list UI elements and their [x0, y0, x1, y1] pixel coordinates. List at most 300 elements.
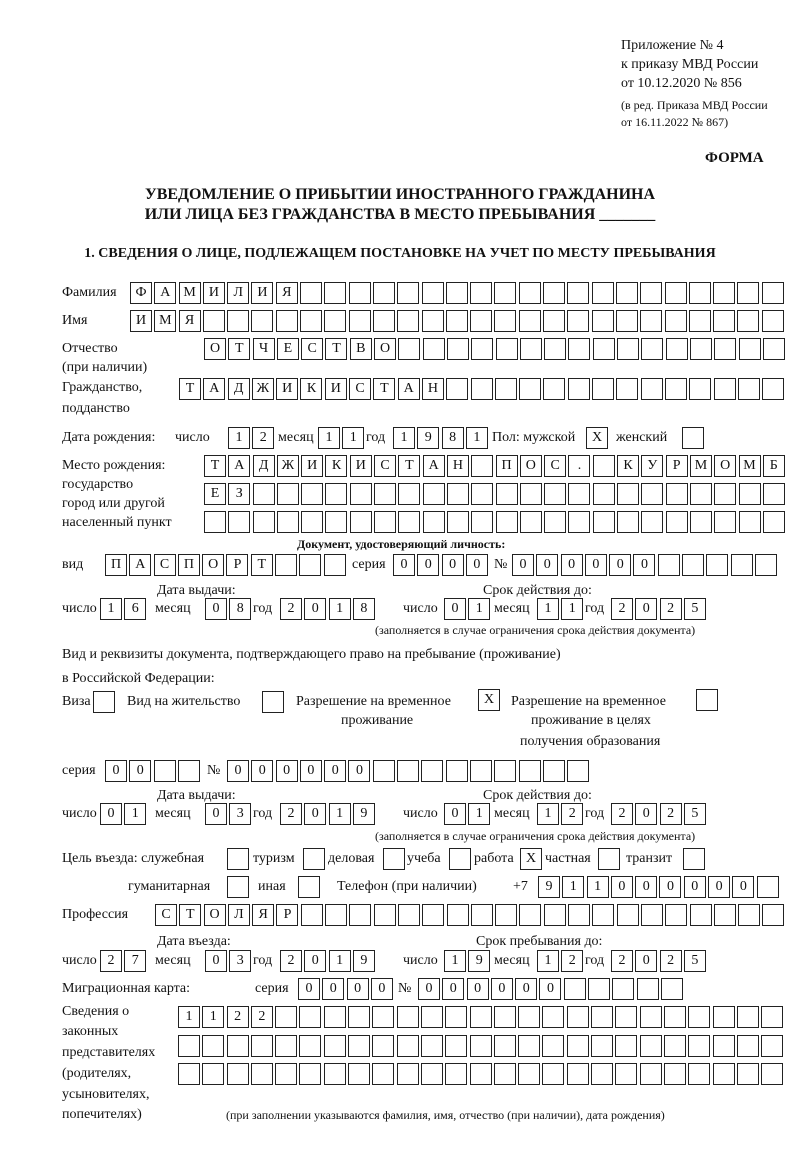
temp-residence-checkbox[interactable] [478, 689, 502, 711]
right-issue-year[interactable] [280, 803, 377, 825]
char-cell[interactable]: Т [373, 378, 395, 400]
char-cell[interactable] [593, 483, 615, 505]
char-cell[interactable] [737, 1063, 759, 1085]
char-cell[interactable] [738, 904, 760, 926]
char-cell[interactable]: 0 [611, 876, 633, 898]
char-cell[interactable] [349, 904, 371, 926]
char-cell[interactable]: К [300, 378, 322, 400]
char-cell[interactable] [615, 1006, 637, 1028]
char-cell[interactable] [446, 310, 468, 332]
char-cell[interactable] [564, 978, 586, 1000]
char-cell[interactable] [324, 310, 346, 332]
char-cell[interactable] [397, 310, 419, 332]
char-cell[interactable]: Т [228, 338, 250, 360]
char-cell[interactable]: 0 [100, 803, 122, 825]
char-cell[interactable] [737, 1035, 759, 1057]
char-cell[interactable] [325, 904, 347, 926]
char-cell[interactable]: 0 [491, 978, 513, 1000]
char-cell[interactable] [470, 1006, 492, 1028]
char-cell[interactable] [739, 338, 761, 360]
char-cell[interactable]: 1 [444, 950, 466, 972]
char-cell[interactable] [423, 511, 445, 533]
char-cell[interactable] [640, 310, 662, 332]
char-cell[interactable]: С [544, 455, 566, 477]
entry-day[interactable] [100, 950, 149, 972]
char-cell[interactable] [641, 378, 663, 400]
char-cell[interactable]: 0 [393, 554, 415, 576]
citizenship-field[interactable] [179, 378, 786, 400]
char-cell[interactable] [324, 282, 346, 304]
char-cell[interactable]: А [154, 282, 176, 304]
char-cell[interactable] [324, 1006, 346, 1028]
female-checkbox[interactable] [682, 427, 706, 449]
char-cell[interactable]: Е [204, 483, 226, 505]
char-cell[interactable] [762, 282, 784, 304]
char-cell[interactable]: 2 [611, 598, 633, 620]
char-cell[interactable] [617, 483, 639, 505]
char-cell[interactable] [640, 1063, 662, 1085]
char-cell[interactable]: 0 [512, 554, 534, 576]
char-cell[interactable] [398, 483, 420, 505]
char-cell[interactable] [349, 282, 371, 304]
char-cell[interactable] [519, 378, 541, 400]
char-cell[interactable] [714, 511, 736, 533]
char-cell[interactable] [494, 760, 516, 782]
stay-day[interactable] [444, 950, 493, 972]
char-cell[interactable] [543, 310, 565, 332]
char-cell[interactable]: С [349, 378, 371, 400]
char-cell[interactable] [591, 1035, 613, 1057]
char-cell[interactable]: Н [447, 455, 469, 477]
char-cell[interactable] [446, 378, 468, 400]
char-cell[interactable] [251, 1063, 273, 1085]
char-cell[interactable] [421, 1006, 443, 1028]
char-cell[interactable] [542, 1006, 564, 1028]
char-cell[interactable]: 0 [609, 554, 631, 576]
char-cell[interactable] [422, 310, 444, 332]
char-cell[interactable] [178, 1035, 200, 1057]
char-cell[interactable]: Т [325, 338, 347, 360]
char-cell[interactable] [251, 1035, 273, 1057]
char-cell[interactable] [397, 282, 419, 304]
patronymic-field[interactable] [204, 338, 787, 360]
char-cell[interactable] [761, 1063, 783, 1085]
char-cell[interactable]: 0 [467, 978, 489, 1000]
char-cell[interactable] [299, 554, 321, 576]
char-cell[interactable] [397, 1063, 419, 1085]
char-cell[interactable] [666, 483, 688, 505]
char-cell[interactable]: 1 [537, 950, 559, 972]
char-cell[interactable] [762, 904, 784, 926]
char-cell[interactable] [519, 904, 541, 926]
char-cell[interactable]: 0 [466, 554, 488, 576]
char-cell[interactable] [301, 483, 323, 505]
doc-valid-month[interactable] [537, 598, 586, 620]
char-cell[interactable] [373, 760, 395, 782]
char-cell[interactable]: 2 [100, 950, 122, 972]
char-cell[interactable] [445, 1063, 467, 1085]
char-cell[interactable] [592, 904, 614, 926]
right-valid-month[interactable] [537, 803, 586, 825]
char-cell[interactable]: 0 [324, 760, 346, 782]
char-cell[interactable] [713, 310, 735, 332]
char-cell[interactable] [471, 338, 493, 360]
char-cell[interactable] [227, 310, 249, 332]
char-cell[interactable] [494, 1063, 516, 1085]
char-cell[interactable] [445, 1035, 467, 1057]
purpose-transit-checkbox[interactable] [683, 848, 707, 870]
right-issue-day[interactable] [100, 803, 149, 825]
char-cell[interactable]: 2 [561, 950, 583, 972]
char-cell[interactable] [690, 338, 712, 360]
char-cell[interactable] [731, 554, 753, 576]
char-cell[interactable] [592, 378, 614, 400]
char-cell[interactable] [324, 1063, 346, 1085]
char-cell[interactable] [762, 378, 784, 400]
char-cell[interactable] [737, 1006, 759, 1028]
char-cell[interactable]: Л [227, 282, 249, 304]
char-cell[interactable] [324, 554, 346, 576]
char-cell[interactable] [688, 1006, 710, 1028]
char-cell[interactable]: 0 [444, 803, 466, 825]
char-cell[interactable] [93, 691, 115, 713]
char-cell[interactable] [301, 904, 323, 926]
purpose-private-checkbox[interactable] [598, 848, 622, 870]
char-cell[interactable]: 0 [539, 978, 561, 1000]
char-cell[interactable] [277, 483, 299, 505]
char-cell[interactable]: Н [422, 378, 444, 400]
char-cell[interactable] [567, 1035, 589, 1057]
char-cell[interactable]: 1 [100, 598, 122, 620]
birth-day-field[interactable] [228, 427, 277, 449]
char-cell[interactable]: Б [763, 455, 785, 477]
char-cell[interactable] [567, 310, 589, 332]
char-cell[interactable]: 0 [442, 978, 464, 1000]
char-cell[interactable] [299, 1006, 321, 1028]
char-cell[interactable]: 1 [329, 950, 351, 972]
char-cell[interactable]: О [520, 455, 542, 477]
char-cell[interactable]: 0 [515, 978, 537, 1000]
char-cell[interactable]: X [520, 848, 542, 870]
char-cell[interactable] [301, 511, 323, 533]
char-cell[interactable] [568, 338, 590, 360]
char-cell[interactable]: 0 [205, 950, 227, 972]
char-cell[interactable]: 0 [105, 760, 127, 782]
char-cell[interactable] [178, 760, 200, 782]
char-cell[interactable]: Т [398, 455, 420, 477]
stay-year[interactable] [611, 950, 708, 972]
char-cell[interactable] [617, 904, 639, 926]
birthplace-field-2[interactable] [204, 483, 787, 505]
char-cell[interactable]: И [276, 378, 298, 400]
char-cell[interactable] [495, 904, 517, 926]
char-cell[interactable] [300, 282, 322, 304]
purpose-humanitarian-checkbox[interactable] [227, 876, 251, 898]
right-number-field[interactable] [227, 760, 591, 782]
char-cell[interactable]: А [203, 378, 225, 400]
char-cell[interactable] [471, 455, 493, 477]
entry-month[interactable] [205, 950, 254, 972]
char-cell[interactable] [616, 310, 638, 332]
char-cell[interactable]: А [129, 554, 151, 576]
char-cell[interactable] [615, 1063, 637, 1085]
char-cell[interactable]: Т [204, 455, 226, 477]
doc-valid-day[interactable] [444, 598, 493, 620]
char-cell[interactable] [446, 282, 468, 304]
char-cell[interactable] [543, 282, 565, 304]
char-cell[interactable] [568, 378, 590, 400]
char-cell[interactable] [665, 904, 687, 926]
char-cell[interactable]: 2 [227, 1006, 249, 1028]
char-cell[interactable]: 0 [635, 950, 657, 972]
char-cell[interactable]: П [496, 455, 518, 477]
char-cell[interactable]: Р [276, 904, 298, 926]
char-cell[interactable] [349, 310, 371, 332]
char-cell[interactable]: 1 [393, 427, 415, 449]
char-cell[interactable] [398, 338, 420, 360]
stay-month[interactable] [537, 950, 586, 972]
char-cell[interactable]: 1 [342, 427, 364, 449]
char-cell[interactable] [519, 310, 541, 332]
char-cell[interactable] [757, 876, 779, 898]
doc-issue-year[interactable] [280, 598, 377, 620]
char-cell[interactable]: 8 [353, 598, 375, 620]
char-cell[interactable]: 0 [708, 876, 730, 898]
char-cell[interactable]: Л [228, 904, 250, 926]
char-cell[interactable] [593, 511, 615, 533]
char-cell[interactable] [665, 282, 687, 304]
char-cell[interactable] [471, 511, 493, 533]
char-cell[interactable] [275, 1063, 297, 1085]
char-cell[interactable] [275, 1006, 297, 1028]
char-cell[interactable] [689, 310, 711, 332]
char-cell[interactable] [447, 511, 469, 533]
purpose-business-checkbox[interactable] [383, 848, 407, 870]
purpose-study-checkbox[interactable] [449, 848, 473, 870]
char-cell[interactable]: 1 [329, 598, 351, 620]
char-cell[interactable] [421, 760, 443, 782]
char-cell[interactable] [568, 511, 590, 533]
char-cell[interactable] [421, 1063, 443, 1085]
char-cell[interactable] [397, 760, 419, 782]
char-cell[interactable]: 0 [417, 554, 439, 576]
char-cell[interactable] [397, 1035, 419, 1057]
char-cell[interactable] [447, 904, 469, 926]
char-cell[interactable]: 5 [684, 598, 706, 620]
char-cell[interactable] [398, 904, 420, 926]
char-cell[interactable]: 0 [659, 876, 681, 898]
char-cell[interactable]: 0 [442, 554, 464, 576]
char-cell[interactable]: П [105, 554, 127, 576]
char-cell[interactable]: Р [666, 455, 688, 477]
char-cell[interactable] [348, 1063, 370, 1085]
char-cell[interactable]: 0 [536, 554, 558, 576]
char-cell[interactable] [227, 1035, 249, 1057]
char-cell[interactable] [543, 378, 565, 400]
doc-valid-year[interactable] [611, 598, 708, 620]
char-cell[interactable] [616, 378, 638, 400]
char-cell[interactable]: 1 [468, 803, 490, 825]
char-cell[interactable]: В [350, 338, 372, 360]
char-cell[interactable] [374, 483, 396, 505]
char-cell[interactable]: З [228, 483, 250, 505]
char-cell[interactable] [374, 511, 396, 533]
reps-field-1[interactable] [178, 1006, 785, 1028]
char-cell[interactable]: Е [277, 338, 299, 360]
char-cell[interactable]: П [178, 554, 200, 576]
char-cell[interactable]: 1 [562, 876, 584, 898]
char-cell[interactable] [299, 1063, 321, 1085]
char-cell[interactable] [713, 1063, 735, 1085]
char-cell[interactable] [544, 904, 566, 926]
char-cell[interactable] [470, 310, 492, 332]
purpose-tourism-checkbox[interactable] [303, 848, 327, 870]
char-cell[interactable]: С [374, 455, 396, 477]
char-cell[interactable] [664, 1006, 686, 1028]
char-cell[interactable] [696, 689, 718, 711]
char-cell[interactable] [658, 554, 680, 576]
char-cell[interactable] [227, 876, 249, 898]
char-cell[interactable] [520, 511, 542, 533]
reps-field-3[interactable] [178, 1063, 785, 1085]
char-cell[interactable] [350, 483, 372, 505]
char-cell[interactable]: Я [276, 282, 298, 304]
char-cell[interactable] [422, 904, 444, 926]
char-cell[interactable] [299, 1035, 321, 1057]
char-cell[interactable] [300, 310, 322, 332]
char-cell[interactable]: А [398, 378, 420, 400]
char-cell[interactable]: 0 [276, 760, 298, 782]
char-cell[interactable] [348, 1035, 370, 1057]
entry-year[interactable] [280, 950, 377, 972]
char-cell[interactable]: 9 [538, 876, 560, 898]
char-cell[interactable] [470, 1035, 492, 1057]
char-cell[interactable]: X [586, 427, 608, 449]
char-cell[interactable] [374, 904, 396, 926]
char-cell[interactable]: 0 [684, 876, 706, 898]
char-cell[interactable] [755, 554, 777, 576]
char-cell[interactable] [763, 511, 785, 533]
char-cell[interactable] [737, 282, 759, 304]
char-cell[interactable]: С [301, 338, 323, 360]
profession-field[interactable] [155, 904, 787, 926]
char-cell[interactable] [567, 1006, 589, 1028]
char-cell[interactable]: И [130, 310, 152, 332]
char-cell[interactable]: 0 [635, 876, 657, 898]
char-cell[interactable]: Т [251, 554, 273, 576]
char-cell[interactable] [763, 483, 785, 505]
char-cell[interactable] [665, 378, 687, 400]
char-cell[interactable]: М [179, 282, 201, 304]
char-cell[interactable]: Я [179, 310, 201, 332]
char-cell[interactable] [591, 1063, 613, 1085]
char-cell[interactable]: 0 [205, 803, 227, 825]
birthplace-field-1[interactable] [204, 455, 787, 477]
birthplace-field-3[interactable] [204, 511, 787, 533]
char-cell[interactable] [542, 1063, 564, 1085]
char-cell[interactable] [203, 310, 225, 332]
char-cell[interactable] [738, 378, 760, 400]
char-cell[interactable] [598, 848, 620, 870]
char-cell[interactable]: 0 [585, 554, 607, 576]
char-cell[interactable]: 0 [251, 760, 273, 782]
doc-series-field[interactable] [393, 554, 490, 576]
char-cell[interactable] [275, 1035, 297, 1057]
char-cell[interactable] [471, 378, 493, 400]
char-cell[interactable] [690, 511, 712, 533]
char-cell[interactable] [567, 1063, 589, 1085]
char-cell[interactable] [446, 760, 468, 782]
char-cell[interactable]: 9 [468, 950, 490, 972]
char-cell[interactable]: 2 [660, 598, 682, 620]
char-cell[interactable] [228, 511, 250, 533]
char-cell[interactable] [303, 848, 325, 870]
char-cell[interactable]: 0 [444, 598, 466, 620]
char-cell[interactable] [641, 904, 663, 926]
char-cell[interactable] [372, 1006, 394, 1028]
char-cell[interactable] [324, 1035, 346, 1057]
char-cell[interactable]: О [204, 338, 226, 360]
char-cell[interactable]: 1 [561, 598, 583, 620]
char-cell[interactable]: С [155, 904, 177, 926]
purpose-other-checkbox[interactable] [298, 876, 322, 898]
char-cell[interactable] [470, 760, 492, 782]
char-cell[interactable]: 0 [418, 978, 440, 1000]
char-cell[interactable]: . [568, 455, 590, 477]
char-cell[interactable] [350, 511, 372, 533]
char-cell[interactable] [398, 511, 420, 533]
char-cell[interactable]: О [714, 455, 736, 477]
char-cell[interactable]: 0 [227, 760, 249, 782]
char-cell[interactable] [714, 904, 736, 926]
char-cell[interactable] [739, 511, 761, 533]
char-cell[interactable] [495, 378, 517, 400]
char-cell[interactable] [253, 511, 275, 533]
char-cell[interactable]: 8 [442, 427, 464, 449]
char-cell[interactable] [422, 282, 444, 304]
char-cell[interactable]: 1 [466, 427, 488, 449]
char-cell[interactable]: 0 [205, 598, 227, 620]
char-cell[interactable] [591, 1006, 613, 1028]
char-cell[interactable] [640, 1006, 662, 1028]
char-cell[interactable] [616, 282, 638, 304]
char-cell[interactable] [544, 338, 566, 360]
char-cell[interactable]: К [325, 455, 347, 477]
char-cell[interactable] [568, 904, 590, 926]
char-cell[interactable] [567, 282, 589, 304]
char-cell[interactable]: 0 [347, 978, 369, 1000]
char-cell[interactable] [423, 483, 445, 505]
char-cell[interactable]: 0 [635, 598, 657, 620]
char-cell[interactable] [519, 760, 541, 782]
char-cell[interactable]: 1 [537, 598, 559, 620]
char-cell[interactable] [664, 1063, 686, 1085]
char-cell[interactable] [714, 378, 736, 400]
char-cell[interactable]: И [301, 455, 323, 477]
char-cell[interactable]: У [641, 455, 663, 477]
char-cell[interactable] [325, 483, 347, 505]
char-cell[interactable]: 1 [587, 876, 609, 898]
doc-kind-field[interactable] [105, 554, 348, 576]
mig-number-field[interactable] [418, 978, 685, 1000]
char-cell[interactable] [520, 483, 542, 505]
char-cell[interactable] [689, 378, 711, 400]
char-cell[interactable] [496, 483, 518, 505]
char-cell[interactable] [383, 848, 405, 870]
char-cell[interactable] [397, 1006, 419, 1028]
char-cell[interactable] [593, 455, 615, 477]
char-cell[interactable] [496, 338, 518, 360]
